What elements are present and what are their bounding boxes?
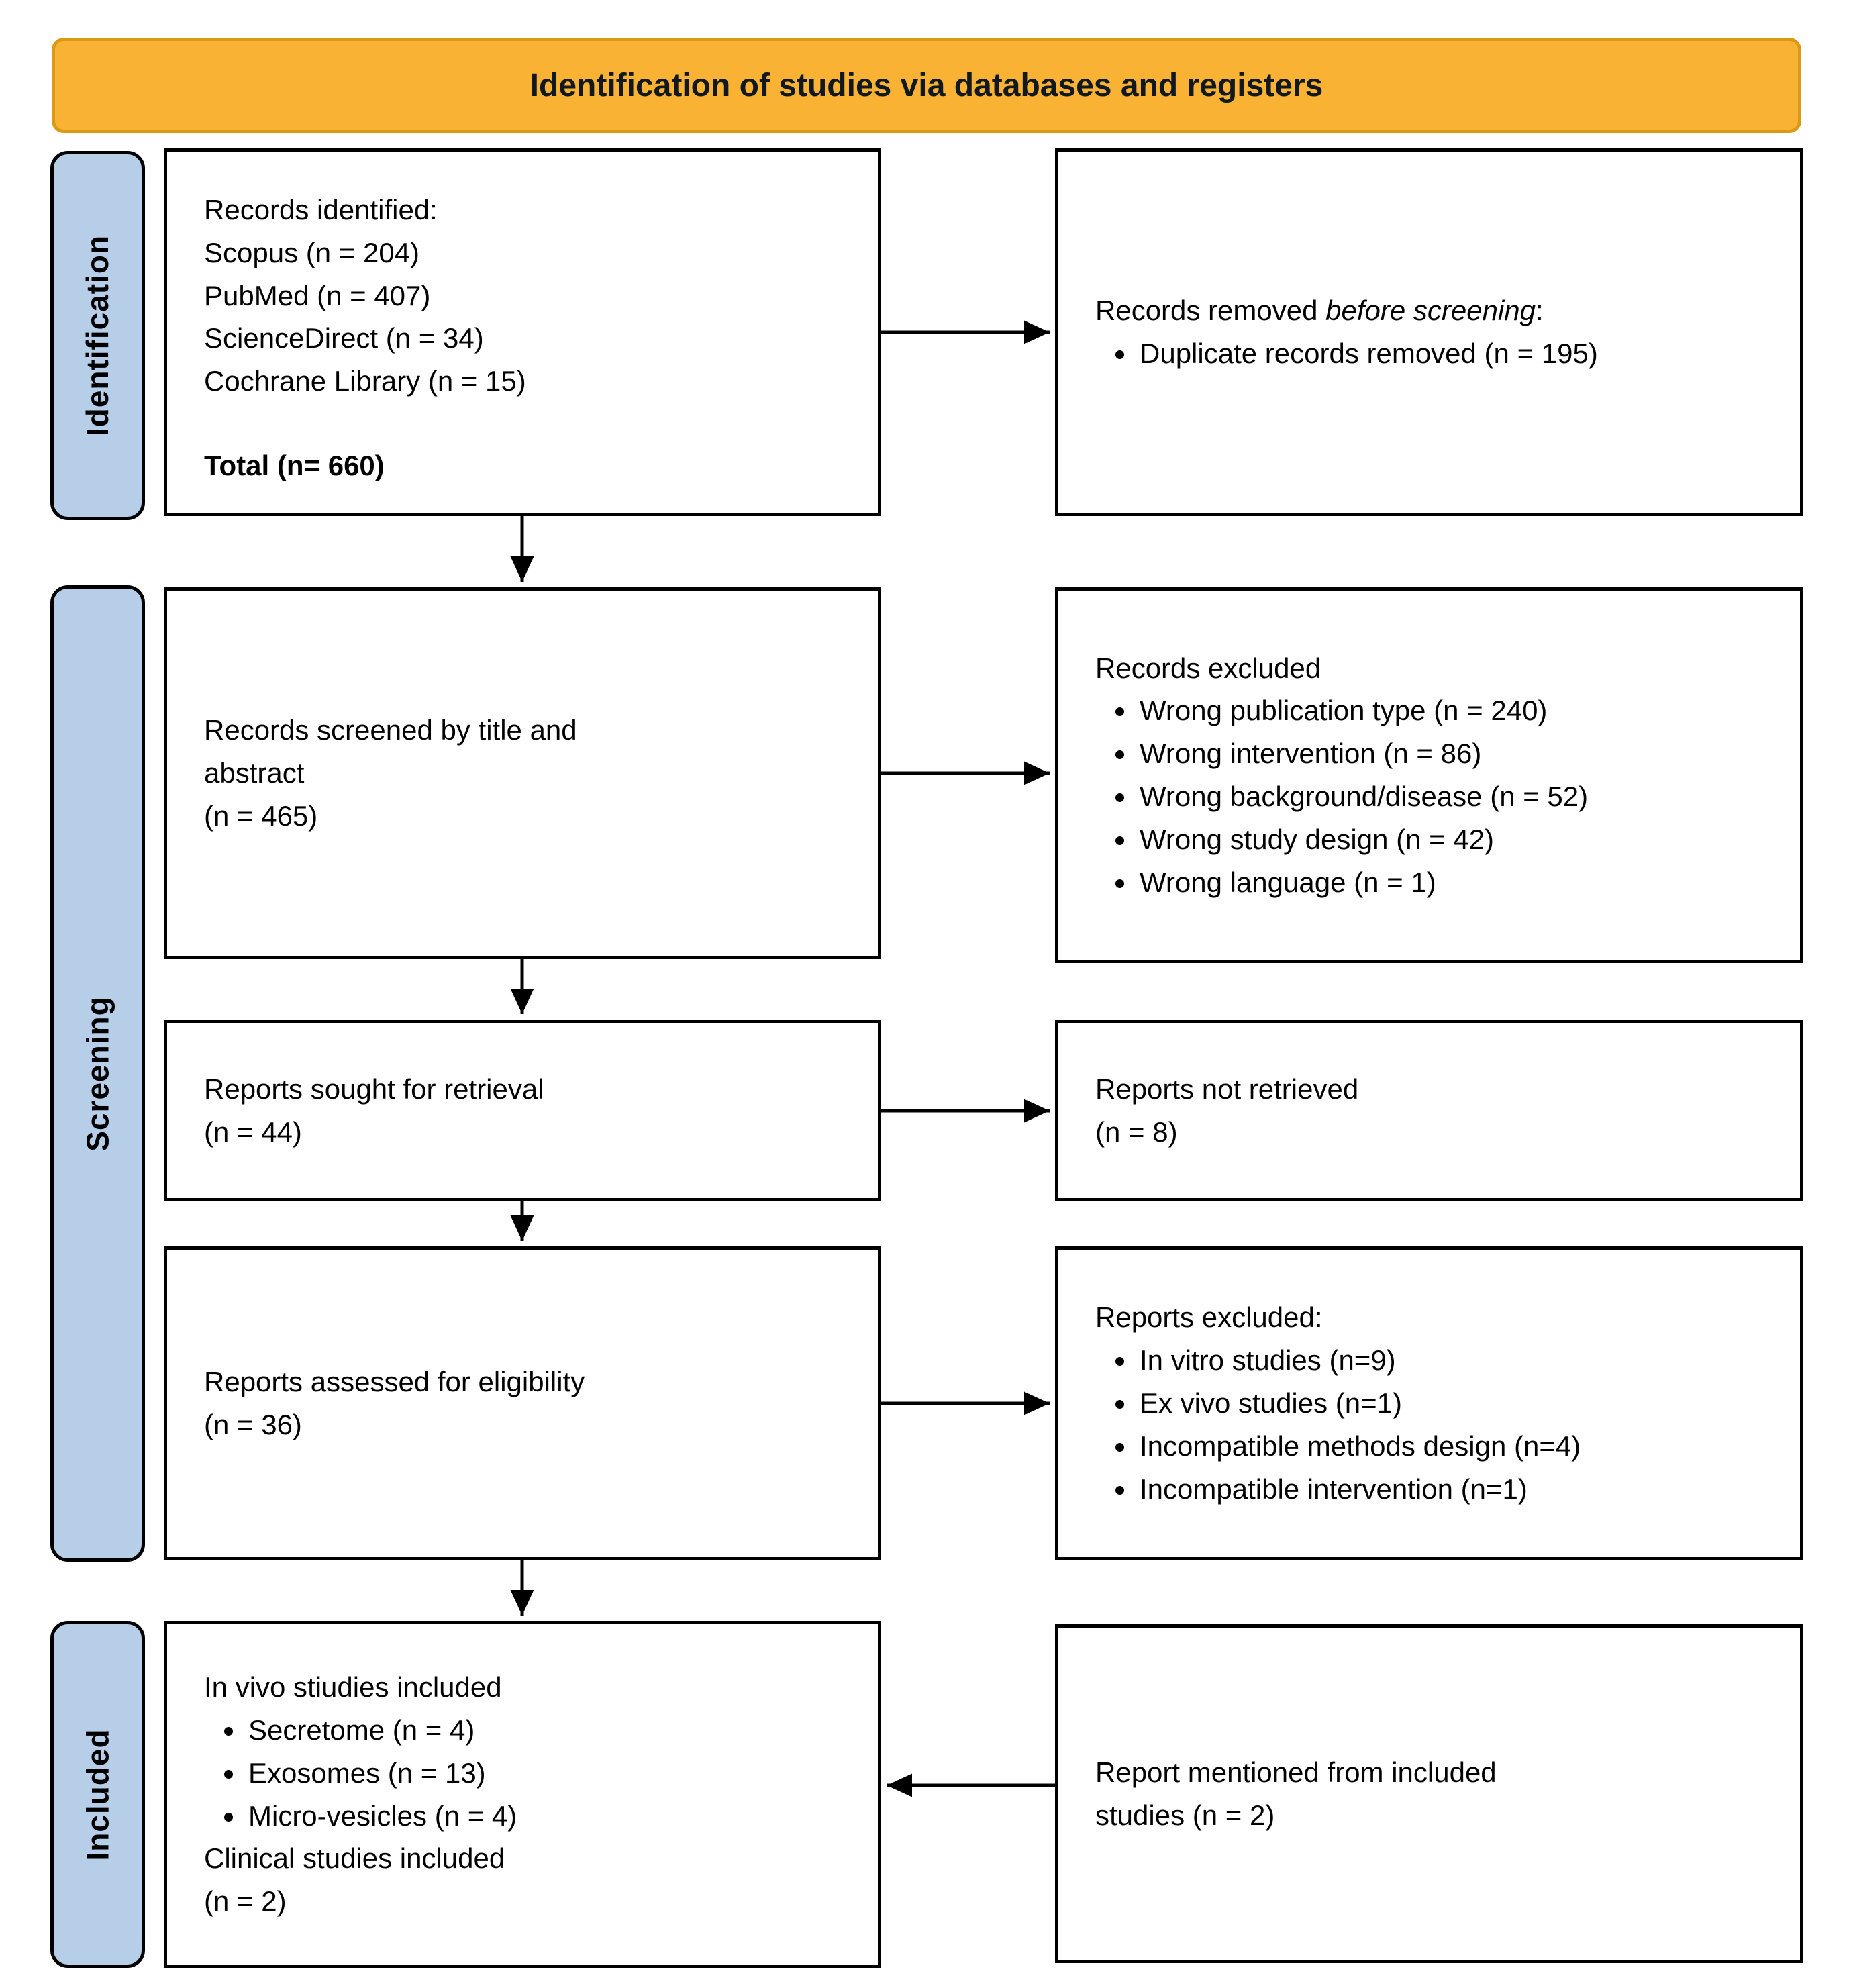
reports-assessed-count: (n = 36): [204, 1409, 302, 1440]
records-excluded-item: • Wrong language (n = 1): [1137, 861, 1763, 904]
records-excluded-list: [1095, 689, 1763, 903]
reports-not-retrieved-count: (n = 8): [1095, 1115, 1178, 1148]
records-identified-source: Cochrane Library (n = 15): [204, 365, 526, 397]
reports-excluded-heading: Reports excluded:: [1095, 1301, 1323, 1334]
reports-sought-count: (n = 44): [204, 1115, 302, 1148]
box-report-mentioned: [1055, 1624, 1803, 1963]
banner: [52, 38, 1801, 133]
box-reports-assessed: [164, 1246, 881, 1560]
records-excluded-item: • Wrong intervention (n = 86): [1137, 732, 1763, 775]
studies-included-footer-line: Clinical studies included: [204, 1842, 505, 1875]
studies-included-item: • Micro-vesicles (n = 4): [246, 1795, 841, 1838]
reports-sought-line: Reports sought for retrieval: [204, 1073, 544, 1105]
records-excluded-item: • Wrong publication type (n = 240): [1137, 689, 1763, 732]
records-excluded-heading: Records excluded: [1095, 652, 1321, 684]
reports-excluded-item: • Ex vivo studies (n=1): [1137, 1382, 1763, 1425]
records-screened-line: Records screened by title and: [204, 714, 577, 746]
records-excluded-item: • Wrong study design (n = 42): [1137, 818, 1763, 861]
box-studies-included: [164, 1621, 881, 1968]
reports-not-retrieved-line: Reports not retrieved: [1095, 1073, 1359, 1105]
reports-excluded-list: [1095, 1339, 1763, 1510]
records-removed-list: [1095, 332, 1763, 375]
records-identified-source: Scopus (n = 204): [204, 236, 420, 268]
records-screened-count: (n = 465): [204, 799, 318, 832]
records-identified-heading: Records identified:: [204, 194, 438, 226]
records-identified-source: PubMed (n = 407): [204, 279, 431, 311]
stage-label-screening: [50, 585, 145, 1562]
reports-excluded-item: • Incompatible methods design (n=4): [1137, 1425, 1763, 1468]
stage-label-included-text: Included: [80, 1728, 115, 1861]
records-removed-heading: [1095, 289, 1763, 332]
reports-assessed-line: Reports assessed for eligibility: [204, 1366, 585, 1398]
report-mentioned-count: studies (n = 2): [1095, 1799, 1275, 1831]
studies-included-footer-count: (n = 2): [204, 1885, 287, 1918]
records-removed-heading-italic: before screening: [1325, 295, 1536, 327]
records-removed-heading-prefix: Records removed: [1095, 295, 1326, 327]
box-records-removed: [1055, 148, 1803, 516]
studies-included-item: • Secretome (n = 4): [246, 1709, 841, 1752]
reports-excluded-item: • Incompatible intervention (n=1): [1137, 1468, 1763, 1511]
records-identified-source: ScienceDirect (n = 34): [204, 322, 484, 354]
records-removed-heading-suffix: :: [1536, 295, 1544, 327]
stage-label-identification: [50, 151, 145, 520]
reports-excluded-item: • In vitro studies (n=9): [1137, 1339, 1763, 1382]
stage-label-identification-text: Identification: [80, 234, 115, 437]
records-removed-item: • Duplicate records removed (n = 195): [1137, 332, 1763, 375]
report-mentioned-line: Report mentioned from included: [1095, 1756, 1497, 1788]
box-reports-excluded: [1055, 1246, 1803, 1560]
records-identified-total: Total (n= 660): [204, 450, 385, 482]
studies-included-item: • Exosomes (n = 13): [246, 1752, 841, 1795]
box-records-screened: [164, 587, 881, 959]
stage-label-screening-text: Screening: [80, 995, 115, 1152]
studies-included-list: [204, 1709, 841, 1837]
records-excluded-item: • Wrong background/disease (n = 52): [1137, 775, 1763, 818]
banner-title: Identification of studies via databases and registers: [530, 67, 1323, 103]
box-records-excluded: [1055, 587, 1803, 963]
records-screened-line: abstract: [204, 757, 305, 789]
box-reports-not-retrieved: [1055, 1020, 1803, 1201]
studies-included-heading: In vivo stiudies included: [204, 1671, 502, 1703]
box-records-identified: [164, 148, 881, 516]
box-reports-sought: [164, 1020, 881, 1201]
stage-label-included: [50, 1621, 145, 1968]
